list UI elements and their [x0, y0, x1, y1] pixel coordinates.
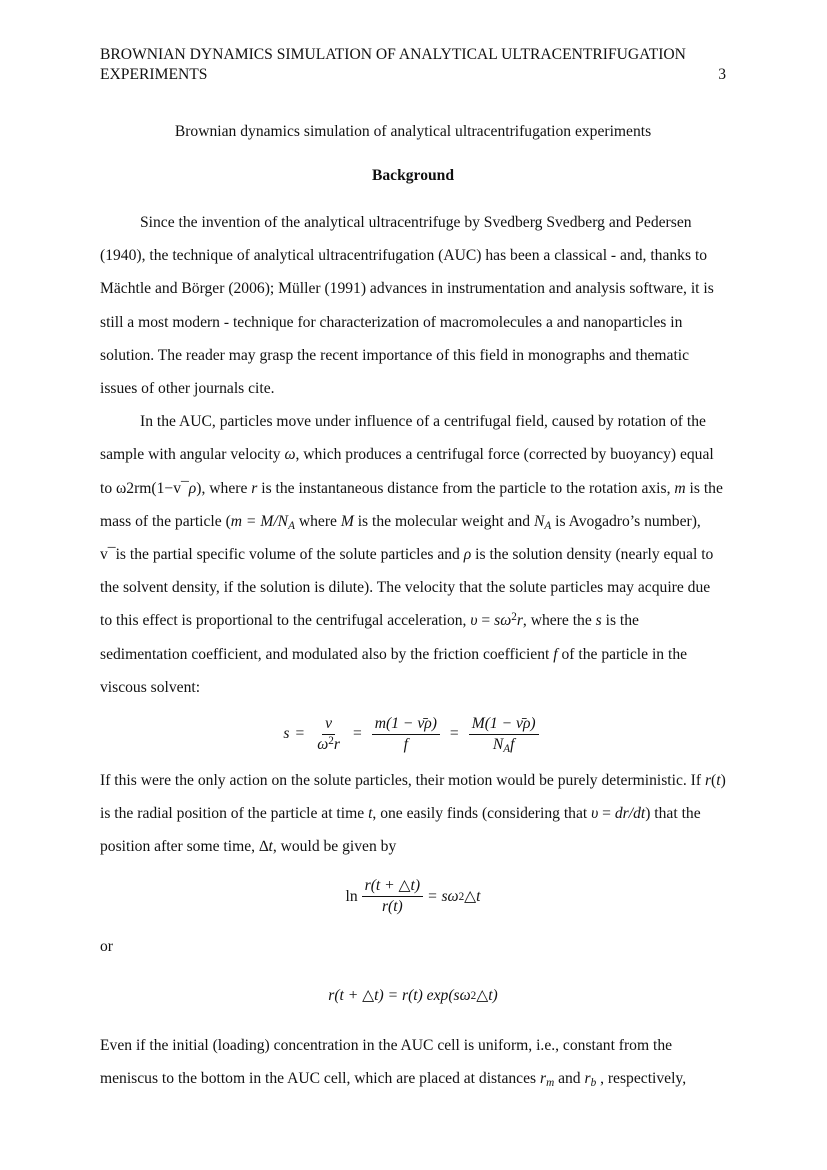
- fraction-2: $\frac{m(1 - \nū\rho)}{f}$: [372, 715, 440, 754]
- body-text: [100, 206, 726, 1095]
- fraction-1: $\frac{\nu}{\omega^2r}$: [317, 714, 340, 753]
- section-heading: Background: [371, 167, 455, 184]
- equation-log-position: ln $\frac{r(t + \triangle t)}{r(t)}$ = sω 2 △t: [345, 877, 481, 916]
- paragraph-auc: In the AUC, particles move under influence of a centrifugal field, caused by rotation of the sample with angular velocity ω, which produces a centrifugal force (corrected by buoyancy) equal to ω2rm(1−v¯ρ), where r is the instantaneous distance from the particle to the rotation axis, m is the mass of the particle ($m = M/N_A$ where M is the molecular weight and $N_A$ is Avogadro’s number), v¯is the partial specific volume of the solute particles and ρ is the solution density (nearly equal to the solvent density, if the solution is dilute). The velocity that the solute particles may acquire due to this effect is proportional to the centrifugal acceleration, $\upsilon = s\omega^2r$, where the s is the sedimentation coefficient, and modulated also by the friction coefficient f of the particle in the viscous solvent:: [100, 413, 723, 696]
- running-header: [100, 45, 726, 85]
- running-header-line2: EXPERIMENTS: [100, 66, 208, 83]
- paragraph-deterministic: If this were the only action on the solute particles, their motion would be purely deterministic. If r(t) is the radial position of the particle at time t, one easily finds (considering that υ = dr/dt) that the position after some time, ∆t, would be given by: [100, 772, 726, 856]
- fraction-3: $\frac{M(1 - \nū\rho)}{N_Af}$: [469, 715, 539, 754]
- fraction-position: $\frac{r(t + \triangle t)}{r(t)}$: [362, 877, 423, 916]
- paragraph-loading: Even if the initial (loading) concentration in the AUC cell is uniform, i.e., constant from the meniscus to the bottom in the AUC cell, which are placed at distances $r_m$ and $r_b$ , respectively,: [100, 1036, 687, 1089]
- running-header-line1: BROWNIAN DYNAMICS SIMULATION OF ANALYTICAL ULTRACENTRIFUGATION: [100, 46, 686, 63]
- or-text: or: [100, 937, 113, 955]
- equation-exp-position: r(t + △t) = r(t) exp(sω 2 △t): [328, 986, 498, 1004]
- equation-sedimentation-coefficient: s = $\frac{\nu}{\omega^2r}$ = $\frac{m(1 - \nū\rho)}{f}$ = $\frac{M(1 - \nū\rho)}{N_Af}$: [100, 704, 726, 764]
- paragraph-intro: Since the invention of the analytical ultracentrifuge by Svedberg Svedberg and Pedersen (1940), the technique of analytical ultracentrifugation (AUC) has been a classical - and, thanks to Mächtle and Börger (2006); Müller (1991) advances in instrumentation and analysis software, it is still a most modern - technique for characterization of macromolecules a and nanoparticles in solution. The reader may grasp the recent importance of this field in monographs and thematic issues of other journals cite.: [100, 214, 714, 398]
- paper-title: Brownian dynamics simulation of analytical ultracentrifugation experiments: [174, 123, 652, 140]
- page-number: 3: [718, 66, 726, 83]
